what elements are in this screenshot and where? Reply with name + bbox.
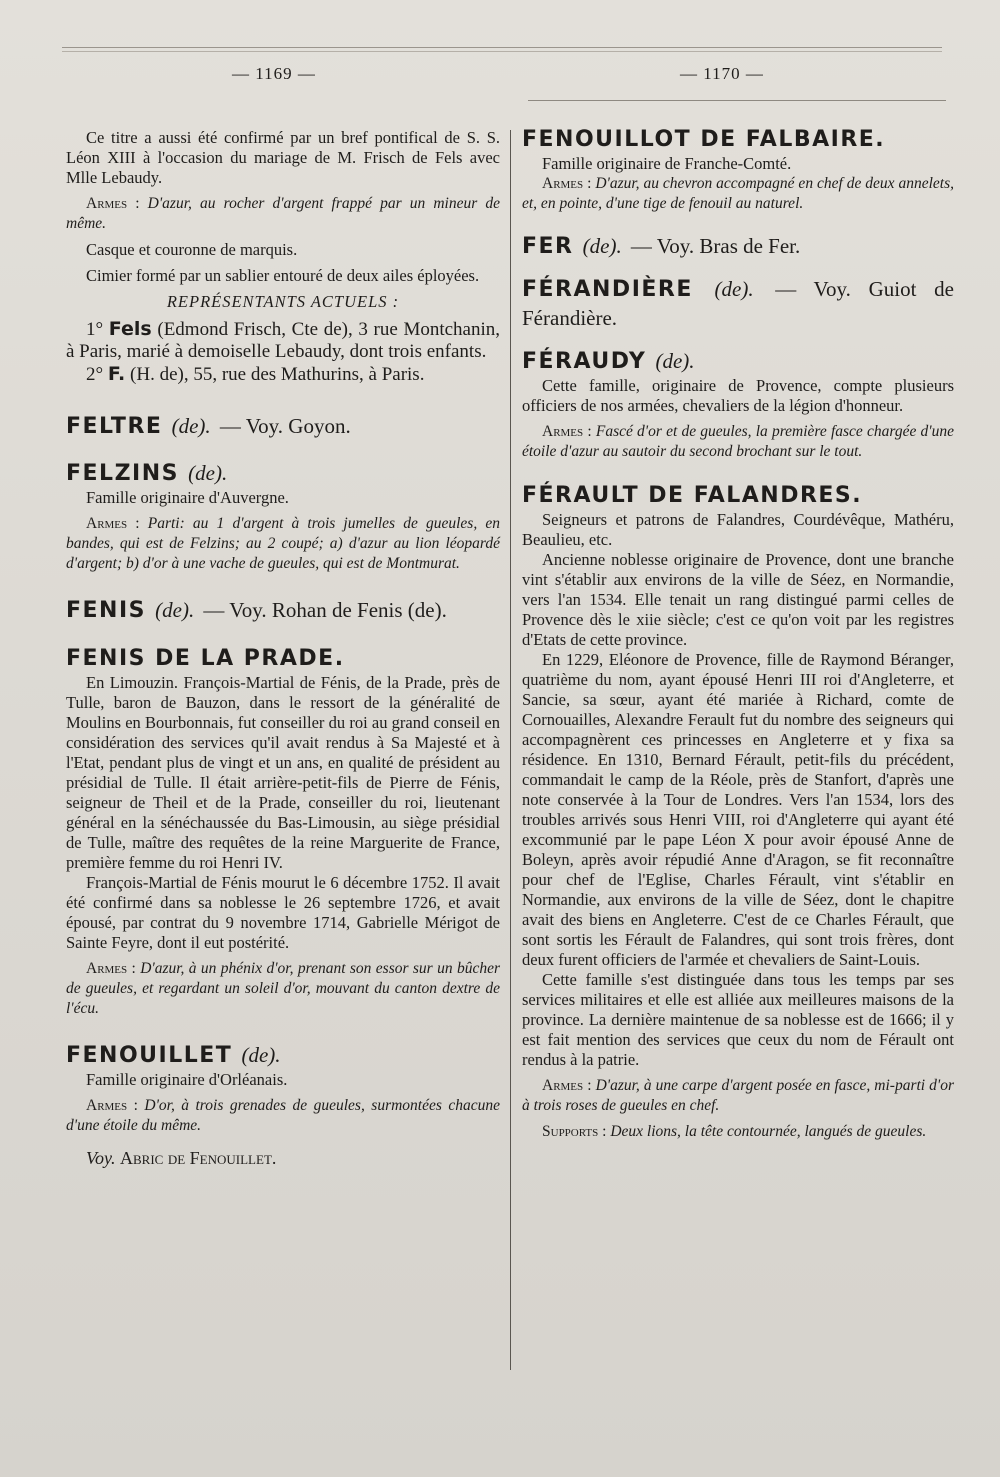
falbaire-armes: Armes : D'azur, au chevron accompagné en chef de deux annelets, et, en pointe, d'une tige de fenouil au naturel. — [522, 175, 954, 212]
prade-text-2: François-Martial de Fénis mourut le 6 décembre 1752. Il avait été confirmé dans sa noblesse le 26 septembre 1726, et avait épousé, par contrat du 9 novembre 1714, Gabrielle Mérigot de Sainte Feyre, dont il eut postérité. — [66, 873, 500, 952]
falandres-supports: Supports : Deux lions, la tête contournée, langués de gueules. — [542, 1123, 927, 1140]
right-page-number: — 1170 — — [680, 64, 764, 83]
entry-heading-feraudy: FÉRAUDY (de). — [522, 349, 695, 374]
left-column — [66, 128, 500, 1168]
feraudy-armes: Armes : Fascé d'or et de gueules, la première fasce chargée d'une étoile d'azur au sautoir du second brochant sur le tout. — [522, 423, 954, 460]
falandres-text-4: Cette famille s'est distinguée dans tous les temps par ses services militaires et elle est alliée aux meilleures maisons de la province. La dernière maintenue de sa noblesse est de 1666; il y est fait mention des services que ceux du nom de Férault ont rendus à la patrie. — [522, 970, 954, 1069]
prade-text-1: En Limouzin. François-Martial de Fénis, de la Prade, près de Tulle, baron de Bauzon, dans le ressort de la généralité de Moulins en Bourbonnais, fut conseiller du roi au grand conseil en considération des services qu'il avait rendus à Sa Majesté et à l'Etat, pendant plus de vingt et un ans, en qualité de président au présidial de Tulle. Il était arrière-petit-fils de Pierre de Fénis, seigneur de Theil et de la Prade, conseiller du roi, lieutenant général en la sénéchaussée du Bas-Limousin, au siège présidial de Tulle, maître des requêtes de la reine Marguerite de France, première femme du roi Henri IV. — [66, 673, 500, 872]
column-divider — [510, 130, 511, 1370]
felzins-origin: Famille originaire d'Auvergne. — [86, 488, 289, 507]
fels-armes: Armes : D'azur, au rocher d'argent frappé par un mineur de même. — [66, 195, 500, 232]
entry-heading-feltre: FELTRE (de). — Voy. Goyon. — [66, 414, 351, 439]
fels-casque: Casque et couronne de marquis. — [86, 240, 298, 259]
falandres-armes: Armes : D'azur, à une carpe d'argent posée en fasce, mi-parti d'or à trois roses de gueules en chef. — [522, 1077, 954, 1114]
fenouillet-origin: Famille originaire d'Orléanais. — [86, 1070, 288, 1089]
falandres-text-1: Seigneurs et patrons de Falandres, Courdévêque, Mathéru, Beaulieu, etc. — [522, 510, 954, 549]
fenouillet-armes: Armes : D'or, à trois grenades de gueules, surmontées chacune d'une étoile du même. — [66, 1097, 500, 1134]
top-rule-secondary — [62, 51, 942, 52]
top-rule — [62, 47, 942, 48]
prade-armes: Armes : D'azur, à un phénix d'or, prenant son essor sur un bûcher de gueules, et regardant un soleil d'or, mouvant du canton dextre de l'écu. — [66, 960, 500, 1017]
fels-intro: Ce titre a aussi été confirmé par un bref pontifical de S. S. Léon XIII à l'occasion du mariage de M. Frisch de Fels avec Mlle Lebaudy. — [66, 128, 500, 187]
falbaire-origin: Famille originaire de Franche-Comté. — [542, 154, 792, 173]
falandres-text-2: Ancienne noblesse originaire de Provence, dont une branche vint s'établir aux environs de la ville de Séez, en Normandie, vers l'an 1534. Elle tenait un rang distingué parmi celles de Provence dès le xiie siècle; c'est ce qu'on voit par les registres d'Etats de cette province. — [522, 550, 954, 649]
entry-heading-fenis: FENIS (de). — Voy. Rohan de Fenis (de). — [66, 598, 447, 623]
feraudy-text: Cette famille, originaire de Provence, compte plusieurs officiers de nos armées, chevaliers de la légion d'honneur. — [522, 376, 954, 415]
entry-heading-fer: FER (de). — Voy. Bras de Fer. — [522, 234, 801, 259]
representant-2: 2° F. (H. de), 55, rue des Mathurins, à Paris. — [86, 363, 425, 385]
falandres-text-3: En 1229, Eléonore de Provence, fille de Raymond Béranger, quatrième du nom, ayant épousé Henri III roi d'Angleterre, et Sancie, sa sœur, ayant été mariée à Richard, comte de Cornouailles, Alexandre Ferault fut du nombre des seigneurs qui accompagnèrent ces princesses en Angleterre et y fixa sa résidence. En 1310, Bernard Férault, petit-fils du précédent, commandait le camp de la Réole, près de Stanfort, d'après une note conservée à la Tour de Londres. Vers l'an 1534, lors des troubles arrivés sous Henri VIII, roi d'Angleterre qui ayant été excommunié par le pape Léon X pour avoir épousé Anne de Boleyn, après avoir répudié Anne d'Aragon, se fit reconnaître pour chef de l'Eglise, Charles Férault, vint s'établir en Normandie, aux environs de la ville de Séez, dont le chapitre avait des biens en Angleterre. C'est de ce Charles Férault, que sont sortis les Férault de Falandres, qui sont trois frères, dont deux furent officiers de l'armée et chevaliers de Saint-Louis. — [522, 650, 954, 969]
fels-cimier: Cimier formé par un sablier entouré de deux ailes éployées. — [86, 266, 480, 285]
felzins-armes: Armes : Parti: au 1 d'argent à trois jumelles de gueules, en bandes, qui est de Felzins; au 2 coupé; a) d'azur au lion léopardé d'argent; b) d'or à une vache de gueules, qui est de Montmurat. — [66, 515, 500, 572]
entry-heading-felzins: FELZINS (de). — [66, 461, 228, 486]
representant-1: 1° Fels (Edmond Frisch, Cte de), 3 rue Montchanin, à Paris, marié à demoiselle Lebaudy, dont trois enfants. — [66, 318, 501, 362]
entry-heading-ferandiere: FÉRANDIÈRE (de). — Voy. Guiot de Férandière. — [522, 277, 954, 330]
fenouillet-voy: Voy. Abric de Fenouillet. — [86, 1148, 277, 1168]
entry-heading-ferault-de-falandres: FÉRAULT DE FALANDRES. — [522, 483, 863, 508]
right-column-rule — [528, 100, 946, 101]
left-page-number: — 1169 — — [232, 64, 316, 83]
representants-title: REPRÉSENTANTS ACTUELS : — [166, 292, 400, 311]
entry-heading-fenouillot-de-falbaire: FENOUILLOT DE FALBAIRE. — [522, 127, 886, 152]
right-column — [522, 128, 954, 1142]
entry-heading-fenis-de-la-prade: FENIS DE LA PRADE. — [66, 646, 345, 671]
entry-heading-fenouillet: FENOUILLET (de). — [66, 1043, 281, 1068]
